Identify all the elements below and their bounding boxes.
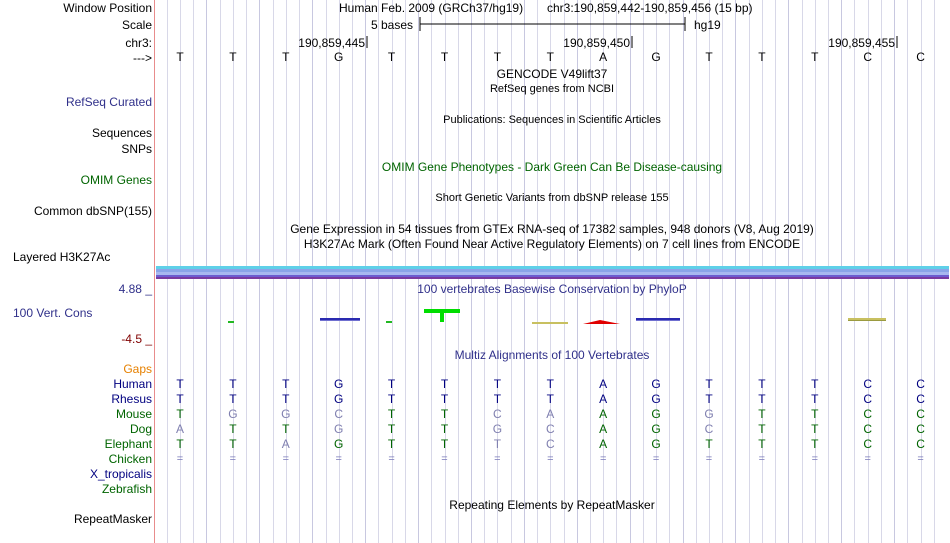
base-letter: T — [493, 50, 502, 64]
gaps-label[interactable]: Gaps — [123, 362, 152, 376]
alignment-base: T — [758, 392, 766, 406]
alignment-base: C — [493, 407, 502, 421]
alignment-base: T — [493, 392, 502, 406]
alignment-base: = — [388, 453, 395, 465]
alignment-base: T — [387, 392, 396, 406]
repeatmasker-title[interactable]: Repeating Elements by RepeatMasker — [449, 498, 655, 512]
alignment-base: T — [176, 392, 184, 406]
alignment-base: T — [811, 407, 819, 421]
omim-title[interactable]: OMIM Gene Phenotypes - Dark Green Can Be Disease-causing — [381, 160, 723, 174]
alignment-base: C — [704, 422, 714, 436]
alignment-base: T — [229, 377, 237, 391]
alignment-base: A — [281, 437, 290, 451]
h3k27ac-label[interactable]: Layered H3K27Ac — [13, 250, 111, 264]
species-label-rhesus[interactable]: Rhesus — [111, 392, 152, 406]
alignment-base: T — [546, 377, 554, 391]
gencode-title[interactable]: GENCODE V49lift37 — [496, 67, 608, 81]
alignment-base: = — [441, 453, 448, 465]
alignment-base: T — [387, 407, 396, 421]
db-text: hg19 — [694, 18, 721, 32]
base-letter: C — [863, 50, 873, 64]
base-letter: T — [229, 50, 237, 64]
alignment-base: C — [863, 407, 873, 421]
alignment-base: A — [599, 407, 608, 421]
alignment-base: T — [758, 422, 766, 436]
alignment-base: G — [651, 392, 661, 406]
base-letter: T — [811, 50, 819, 64]
chrom-label: chr3: — [125, 36, 152, 50]
alignment-base: = — [705, 453, 713, 465]
alignment-base: G — [334, 392, 344, 406]
alignment-base: C — [916, 437, 925, 451]
h3k27ac-title[interactable]: H3K27Ac Mark (Often Found Near Active Regulatory Elements) on 7 cell lines from ENCODE — [303, 237, 801, 251]
ruler-tick-1: 190,859,445 — [298, 36, 365, 50]
alignment-base: = — [229, 453, 237, 465]
alignment-base: A — [175, 422, 185, 436]
alignment-base: T — [493, 377, 502, 391]
alignment-base: T — [176, 407, 184, 421]
window-position-label: Window Position — [63, 1, 152, 15]
alignment-base: = — [547, 453, 554, 465]
alignment-base: = — [917, 453, 924, 465]
base-letter: T — [282, 50, 290, 64]
alignment-base: T — [758, 377, 766, 391]
alignment-base: = — [282, 453, 290, 465]
multiz-title[interactable]: Multiz Alignments of 100 Vertebrates — [454, 348, 650, 362]
alignment-base: T — [493, 437, 502, 451]
base-letter: G — [334, 50, 344, 64]
base-letter: G — [651, 50, 661, 64]
alignment-base: T — [282, 422, 290, 436]
alignment-base: A — [599, 422, 608, 436]
alignment-base: A — [599, 392, 608, 406]
strand-label[interactable]: ---> — [133, 51, 152, 65]
base-letter: T — [176, 50, 184, 64]
sequences-label[interactable]: Sequences — [91, 126, 152, 140]
species-label-x_tropicalis[interactable]: X_tropicalis — [89, 467, 152, 481]
assembly-text: Human Feb. 2009 (GRCh37/hg19) — [339, 1, 524, 15]
species-label-dog[interactable]: Dog — [129, 422, 152, 436]
alignment-base: T — [705, 392, 713, 406]
alignment-base: T — [705, 437, 713, 451]
alignment-base: T — [282, 392, 290, 406]
alignment-base: T — [705, 377, 713, 391]
alignment-base: G — [334, 437, 344, 451]
alignment-base: G — [651, 422, 661, 436]
alignment-base: = — [758, 453, 766, 465]
alignment-base: T — [758, 437, 766, 451]
species-label-chicken[interactable]: Chicken — [108, 452, 152, 466]
species-label-zebrafish[interactable]: Zebrafish — [101, 482, 152, 496]
alignment-base: G — [704, 407, 714, 421]
position-text: chr3:190,859,442-190,859,456 (15 bp) — [547, 1, 753, 15]
alignment-base: T — [440, 407, 449, 421]
alignment-base: C — [545, 437, 555, 451]
alignment-base: T — [387, 422, 396, 436]
base-letter: A — [599, 50, 608, 64]
alignment-base: T — [229, 437, 237, 451]
base-letter: T — [387, 50, 396, 64]
alignment-base: = — [599, 453, 607, 465]
alignment-base: = — [864, 453, 871, 465]
alignment-base: G — [228, 407, 238, 421]
alignment-base: G — [492, 422, 503, 436]
alignment-base: G — [281, 407, 291, 421]
alignment-base: T — [440, 422, 449, 436]
alignment-base: T — [811, 392, 819, 406]
alignment-base: A — [599, 437, 608, 451]
cons-label[interactable]: 100 Vert. Cons — [13, 306, 93, 320]
alignment-base: C — [916, 392, 925, 406]
alignment-base: = — [176, 453, 184, 465]
alignment-base: G — [651, 407, 661, 421]
alignment-base: C — [916, 377, 925, 391]
alignment-base: C — [916, 407, 925, 421]
alignment-base: T — [811, 422, 819, 436]
gtex-title[interactable]: Gene Expression in 54 tissues from GTEx RNA-seq of 17382 samples, 948 donors (V8, Aug 2019) — [290, 222, 814, 236]
base-letter: T — [546, 50, 554, 64]
alignment-base: T — [758, 407, 766, 421]
species-label-human[interactable]: Human — [113, 377, 152, 391]
dbsnp-title[interactable]: Short Genetic Variants from dbSNP release 155 — [435, 192, 669, 204]
alignment-base: C — [334, 407, 344, 421]
cons-title[interactable]: 100 vertebrates Basewise Conservation by PhyloP — [417, 282, 687, 296]
alignment-base: T — [229, 392, 237, 406]
base-letter: T — [758, 50, 766, 64]
alignment-base: = — [494, 453, 501, 465]
alignment-base: A — [599, 377, 608, 391]
alignment-base: T — [440, 392, 449, 406]
alignment-base: G — [651, 437, 661, 451]
alignment-base: C — [863, 377, 873, 391]
publications-title[interactable]: Publications: Sequences in Scientific Articles — [443, 114, 661, 126]
alignment-base: C — [916, 422, 925, 436]
species-label-elephant[interactable]: Elephant — [104, 437, 152, 451]
alignment-base: T — [811, 377, 819, 391]
alignment-base: T — [176, 377, 184, 391]
alignment-base: G — [334, 377, 344, 391]
cons-max-label: 4.88 _ — [118, 282, 152, 296]
alignment-base: C — [863, 392, 873, 406]
snps-label[interactable]: SNPs — [121, 142, 152, 156]
alignment-base: T — [176, 437, 184, 451]
alignment-base: T — [387, 437, 396, 451]
alignment-base: T — [440, 377, 449, 391]
alignment-base: G — [651, 377, 661, 391]
alignment-base: T — [229, 422, 237, 436]
alignment-base: C — [863, 422, 873, 436]
omim-label[interactable]: OMIM Genes — [80, 173, 152, 187]
base-letter: C — [916, 50, 925, 64]
alignment-base: T — [546, 392, 554, 406]
refseq-label[interactable]: RefSeq Curated — [65, 95, 152, 109]
refseq-title[interactable]: RefSeq genes from NCBI — [489, 83, 615, 95]
alignment-base: = — [811, 453, 819, 465]
species-label-mouse[interactable]: Mouse — [115, 407, 152, 421]
repeatmasker-label[interactable]: RepeatMasker — [73, 512, 152, 526]
alignment-base: = — [335, 453, 342, 465]
ruler-tick-3: 190,859,455 — [828, 36, 895, 50]
alignment-base: C — [863, 437, 873, 451]
ruler-tick-2: 190,859,450 — [563, 36, 630, 50]
alignment-base: G — [334, 422, 344, 436]
alignment-base: C — [545, 422, 555, 436]
dbsnp-label[interactable]: Common dbSNP(155) — [33, 204, 152, 218]
base-letter: T — [440, 50, 449, 64]
alignment-base: T — [811, 437, 819, 451]
alignment-base: = — [652, 453, 660, 465]
alignment-base: A — [546, 407, 555, 421]
cons-min-label: -4.5 _ — [121, 332, 152, 346]
scale-label: Scale — [121, 18, 152, 32]
alignment-base: T — [440, 437, 449, 451]
alignment-base: T — [387, 377, 396, 391]
base-letter: T — [705, 50, 713, 64]
alignment-base: T — [282, 377, 290, 391]
scale-bar-text: 5 bases — [371, 18, 414, 32]
